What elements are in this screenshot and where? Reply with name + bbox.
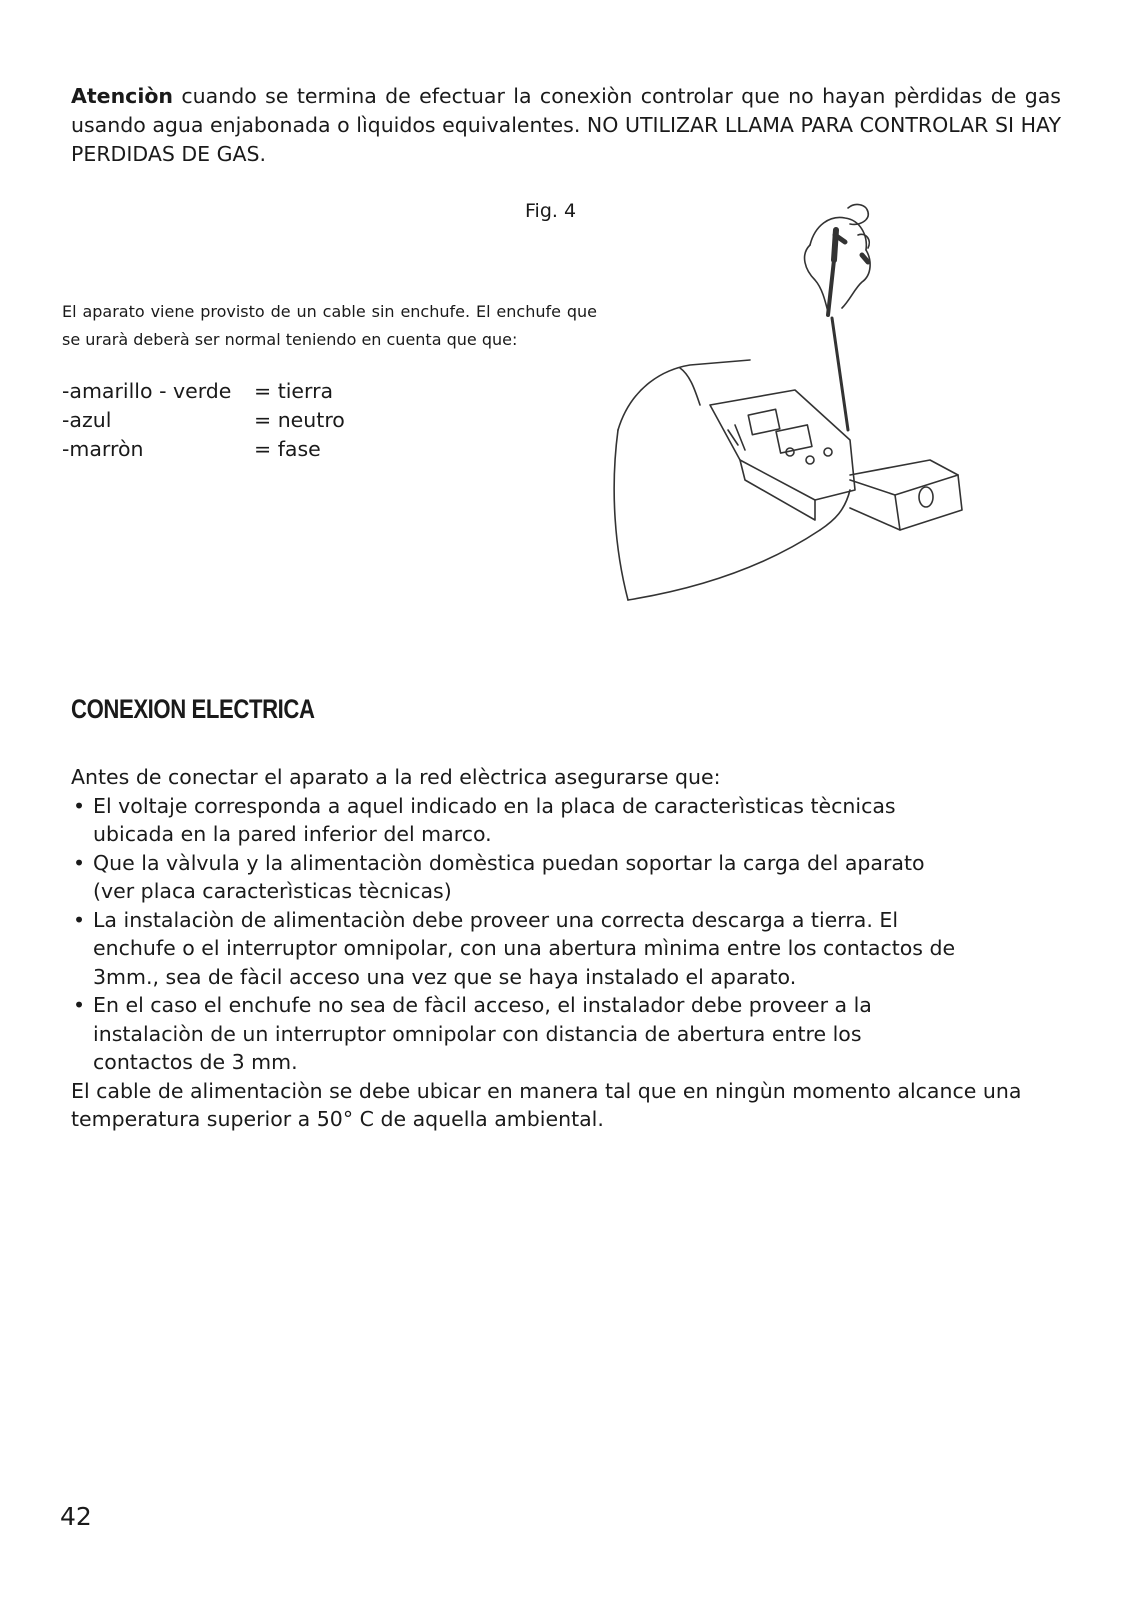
wire-color-table [62,377,345,464]
wire-meaning: = fase [254,437,321,461]
list-item: • En el caso el enchufe no sea de fàcil acceso, el instalador debe proveer a la instalaciòn de un interruptor omnipolar con distancia de abertura entre los contactos de 3 mm. [71,991,963,1077]
wire-color: -azul [62,408,112,432]
requirements-list [71,792,1061,1077]
section-intro: Antes de conectar el aparato a la red elèctrica asegurarse que: [71,765,721,789]
wire-row [62,435,345,464]
gas-leak-warning [71,82,1061,169]
wire-row [62,406,345,435]
list-item: • Que la vàlvula y la alimentaciòn domèstica puedan soportar la carga del aparato (ver placa caracterìsticas tècnicas) [71,849,963,906]
wire-meaning: = neutro [254,408,345,432]
wire-color: -amarillo - verde [62,379,232,403]
page-number: 42 [60,1502,92,1531]
section-title: CONEXION ELECTRICA [71,694,315,724]
list-item: • El voltaje corresponda a aquel indicado en la placa de caracterìsticas tècnicas ubicada en la pared inferior del marco. [71,792,963,849]
cable-intro-text: El aparato viene provisto de un cable sin enchufe. El enchufe que se urarà deberà ser normal teniendo en cuenta que que: [62,302,597,349]
electrical-connection-text [71,763,1061,1134]
terminal-block-illustration [610,190,990,620]
wire-color: -marròn [62,437,144,461]
warning-text: cuando se termina de efectuar la conexiòn controlar que no hayan pèrdidas de gas usando agua enjabonada o lìquidos equivalentes. NO UTILIZAR LLAMA PARA CONTROLAR SI HAY PERDIDAS DE GAS. [71,84,1061,166]
figure-caption: Fig. 4 [525,200,577,222]
closing-paragraph: El cable de alimentaciòn se debe ubicar en manera tal que en ningùn momento alcance una temperatura superior a 50° C de aquella ambiental. [71,1078,1022,1131]
wire-meaning: = tierra [254,379,334,403]
warning-label: Atenciòn [71,84,174,108]
wire-row [62,377,345,406]
list-item: • La instalaciòn de alimentaciòn debe proveer una correcta descarga a tierra. El enchufe o el interruptor omnipolar, con una abertura mìnima entre los contactos de 3mm., sea de fàcil acceso una vez que se haya instalado el aparato. [71,906,963,992]
